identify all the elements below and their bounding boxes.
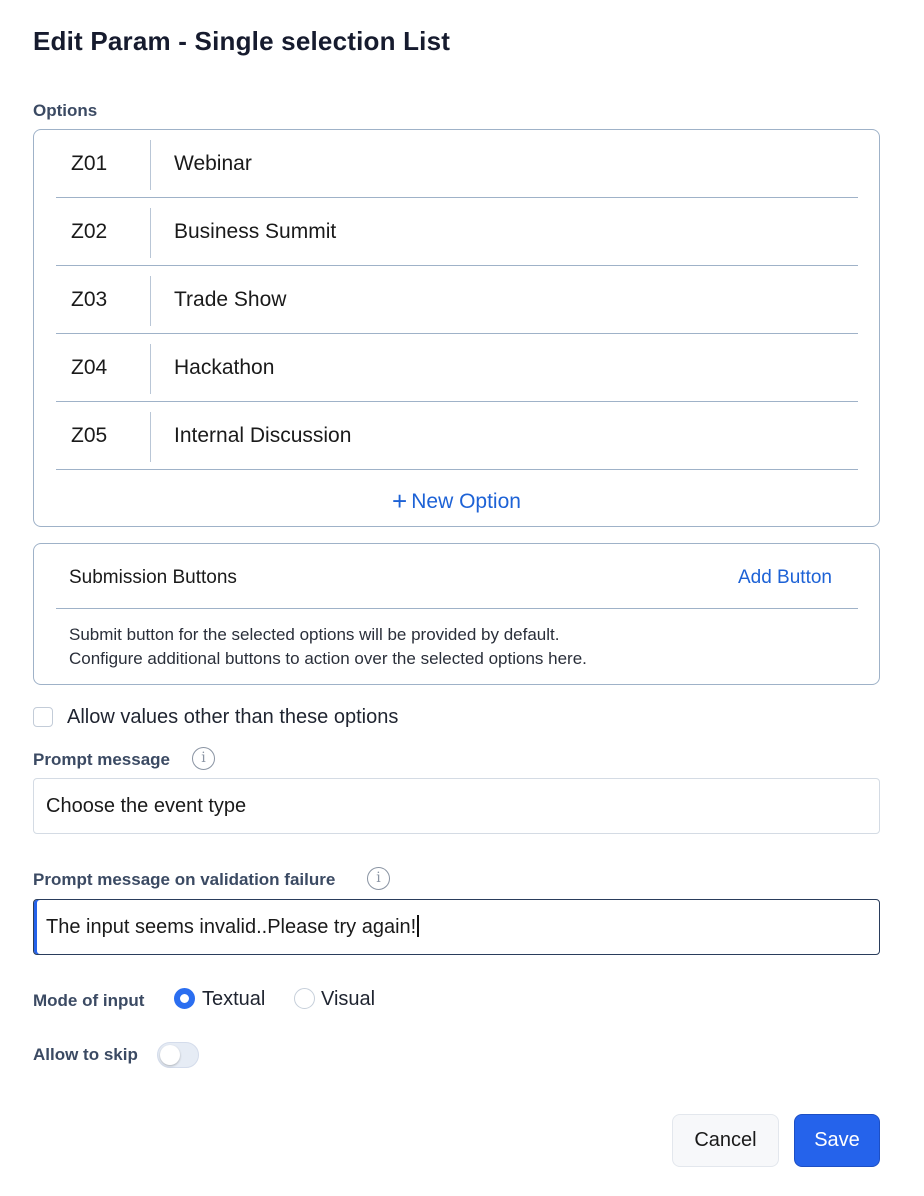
text-caret [417, 915, 419, 937]
prompt-message-label: Prompt message [33, 750, 170, 769]
option-row[interactable] [56, 266, 858, 334]
options-label: Options [33, 101, 98, 120]
new-option-label: New Option [411, 490, 521, 513]
option-name[interactable]: Internal Discussion [174, 424, 352, 447]
info-icon[interactable]: i [192, 747, 215, 770]
dialog-title: Edit Param - Single selection List [33, 26, 451, 56]
submission-buttons-panel [33, 543, 880, 685]
option-code[interactable]: Z02 [71, 220, 108, 243]
option-code[interactable]: Z01 [71, 152, 108, 175]
validation-prompt-input[interactable] [33, 899, 880, 955]
option-name[interactable]: Hackathon [174, 356, 275, 379]
radio-textual[interactable] [174, 988, 195, 1009]
option-divider [150, 412, 151, 462]
allow-to-skip-toggle[interactable] [157, 1042, 199, 1068]
options-list [33, 129, 880, 527]
option-name[interactable]: Trade Show [174, 288, 287, 311]
allow-other-values-checkbox[interactable] [33, 707, 53, 727]
divider [56, 608, 858, 609]
description-line: Configure additional buttons to action over the selected options here. [69, 649, 587, 668]
plus-icon: + [392, 486, 408, 516]
option-row[interactable] [56, 402, 858, 470]
option-divider [150, 140, 151, 190]
option-name[interactable]: Webinar [174, 152, 252, 175]
option-row[interactable] [56, 198, 858, 266]
validation-prompt-label: Prompt message on validation failure [33, 870, 336, 889]
option-row[interactable] [56, 334, 858, 402]
cancel-button[interactable]: Cancel [672, 1114, 779, 1167]
allow-other-values-label: Allow values other than these options [67, 706, 399, 728]
radio-textual-label[interactable]: Textual [202, 988, 266, 1010]
option-divider [150, 344, 151, 394]
option-code[interactable]: Z04 [71, 356, 108, 379]
toggle-knob [160, 1045, 180, 1065]
radio-visual[interactable] [294, 988, 315, 1009]
submission-description [69, 623, 587, 671]
option-row[interactable] [56, 130, 858, 198]
option-code[interactable]: Z03 [71, 288, 108, 311]
option-divider [150, 276, 151, 326]
allow-to-skip-label: Allow to skip [33, 1045, 138, 1064]
info-icon[interactable]: i [367, 867, 390, 890]
option-divider [150, 208, 151, 258]
save-button[interactable]: Save [794, 1114, 880, 1167]
option-code[interactable]: Z05 [71, 424, 108, 447]
mode-of-input-label: Mode of input [33, 991, 145, 1010]
prompt-message-input[interactable]: Choose the event type [33, 778, 880, 834]
description-line: Submit button for the selected options will be provided by default. [69, 625, 560, 644]
option-name[interactable]: Business Summit [174, 220, 337, 243]
new-option-button[interactable] [34, 486, 879, 517]
validation-prompt-value: The input seems invalid..Please try again! [46, 916, 417, 938]
add-button-link[interactable]: Add Button [737, 567, 832, 588]
radio-visual-label[interactable]: Visual [321, 988, 376, 1010]
submission-buttons-title: Submission Buttons [69, 567, 237, 588]
